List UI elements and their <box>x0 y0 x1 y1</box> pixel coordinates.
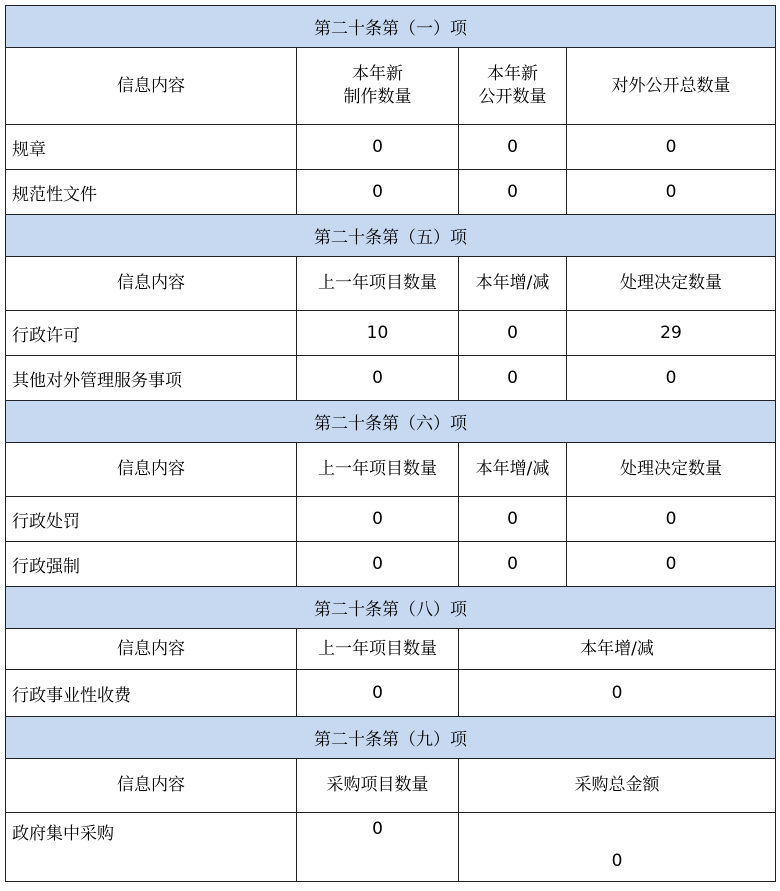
column-header-line: 本年新 <box>487 64 538 84</box>
column-header-line: 公开数量 <box>478 87 547 107</box>
cell-value: 0 <box>459 311 567 356</box>
column-header: 采购项目数量 <box>297 759 459 813</box>
column-header: 信息内容 <box>6 443 297 497</box>
cell-value: 0 <box>567 356 776 401</box>
section-title: 第二十条第（五）项 <box>6 215 776 257</box>
cell-value: 0 <box>297 356 459 401</box>
cell-value: 0 <box>567 170 776 215</box>
cell-value: 0 <box>459 542 567 587</box>
section-header-row <box>6 587 776 629</box>
table-row <box>6 813 776 882</box>
column-header-row <box>6 257 776 311</box>
column-header: 采购总金额 <box>459 759 776 813</box>
row-label: 行政事业性收费 <box>6 670 297 717</box>
cell-value: 0 <box>297 670 459 717</box>
section-header-row <box>6 401 776 443</box>
cell-value: 0 <box>297 542 459 587</box>
column-header: 上一年项目数量 <box>297 629 459 670</box>
row-label: 规范性文件 <box>6 170 297 215</box>
cell-value: 0 <box>459 813 776 882</box>
column-header: 本年增/减 <box>459 443 567 497</box>
section-title: 第二十条第（八）项 <box>6 587 776 629</box>
column-header: 信息内容 <box>6 48 297 125</box>
section-title: 第二十条第（六）项 <box>6 401 776 443</box>
row-label: 行政强制 <box>6 542 297 587</box>
column-header-line: 制作数量 <box>343 87 412 107</box>
cell-value: 0 <box>567 497 776 542</box>
column-header: 本年增/减 <box>459 629 776 670</box>
column-header: 信息内容 <box>6 257 297 311</box>
column-header-line: 本年新 <box>352 64 403 84</box>
section-header-row <box>6 717 776 759</box>
column-header: 信息内容 <box>6 629 297 670</box>
table-row <box>6 497 776 542</box>
cell-value: 0 <box>459 670 776 717</box>
table-row <box>6 125 776 170</box>
table-row <box>6 542 776 587</box>
cell-value: 0 <box>567 542 776 587</box>
section-title: 第二十条第（一）项 <box>6 6 776 48</box>
column-header: 上一年项目数量 <box>297 443 459 497</box>
cell-value: 0 <box>459 497 567 542</box>
cell-value: 0 <box>297 813 459 882</box>
row-label: 行政许可 <box>6 311 297 356</box>
row-label: 规章 <box>6 125 297 170</box>
cell-value: 0 <box>459 170 567 215</box>
column-header-row <box>6 759 776 813</box>
row-label: 行政处罚 <box>6 497 297 542</box>
column-header-row <box>6 629 776 670</box>
column-header: 对外公开总数量 <box>567 48 776 125</box>
column-header-row <box>6 443 776 497</box>
column-header <box>297 48 459 125</box>
table-row <box>6 170 776 215</box>
table-row <box>6 356 776 401</box>
cell-value: 0 <box>459 356 567 401</box>
column-header: 处理决定数量 <box>567 257 776 311</box>
cell-value: 0 <box>297 125 459 170</box>
cell-value: 0 <box>567 125 776 170</box>
column-header: 信息内容 <box>6 759 297 813</box>
cell-value: 10 <box>297 311 459 356</box>
cell-value: 29 <box>567 311 776 356</box>
column-header-row <box>6 48 776 125</box>
cell-value: 0 <box>297 497 459 542</box>
column-header: 处理决定数量 <box>567 443 776 497</box>
section-header-row <box>6 6 776 48</box>
section-title: 第二十条第（九）项 <box>6 717 776 759</box>
disclosure-table <box>5 5 776 882</box>
row-label: 其他对外管理服务事项 <box>6 356 297 401</box>
table-row <box>6 670 776 717</box>
section-header-row <box>6 215 776 257</box>
column-header: 本年增/减 <box>459 257 567 311</box>
row-label: 政府集中采购 <box>6 813 297 882</box>
table-row <box>6 311 776 356</box>
column-header <box>459 48 567 125</box>
cell-value: 0 <box>459 125 567 170</box>
column-header: 上一年项目数量 <box>297 257 459 311</box>
cell-value: 0 <box>297 170 459 215</box>
